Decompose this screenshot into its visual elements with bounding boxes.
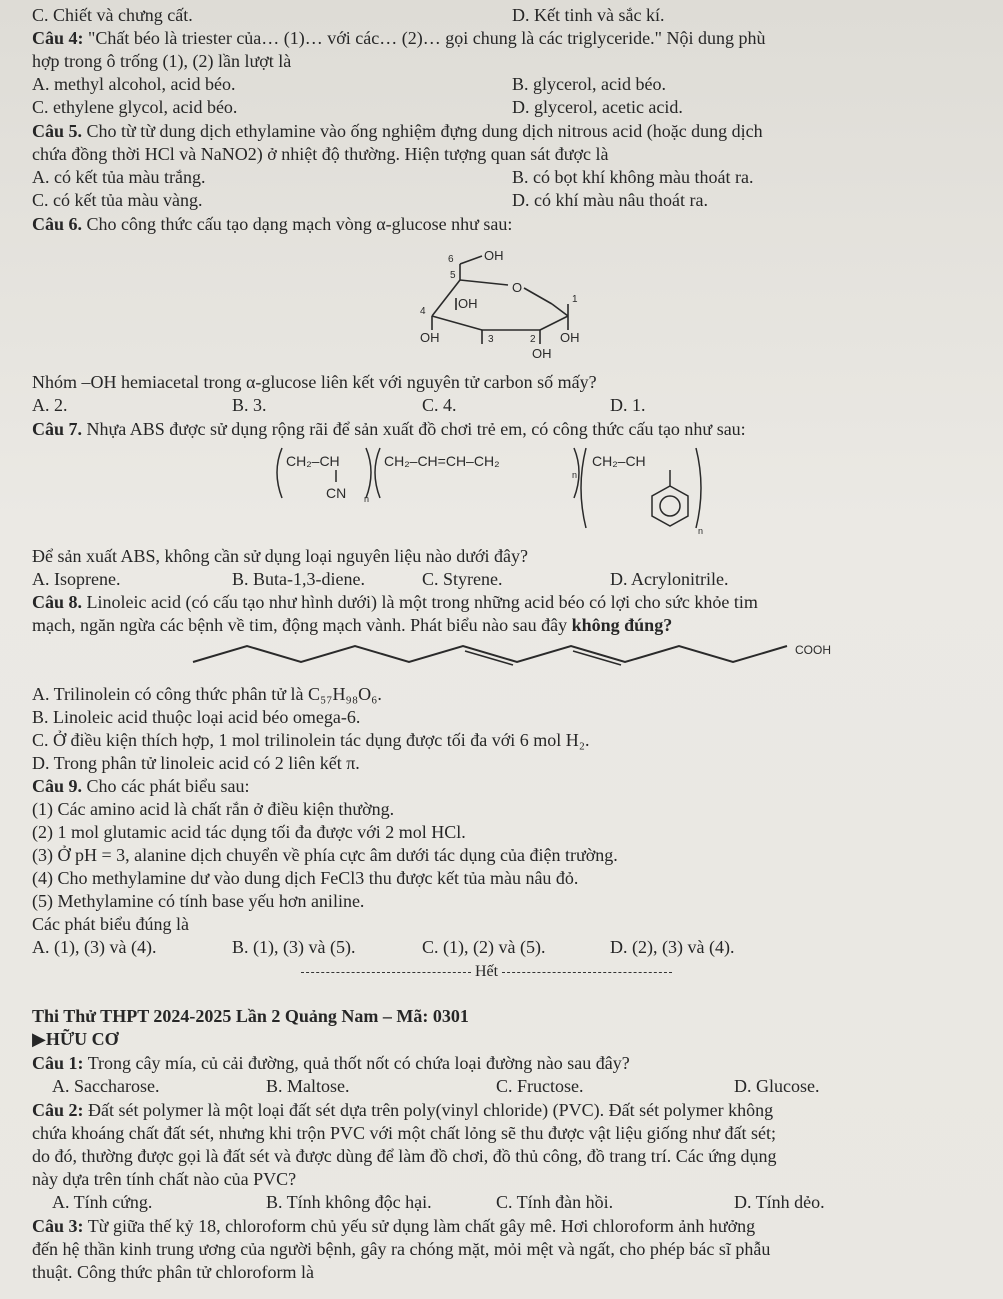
s2-q1-option-a[interactable]: A. Saccharose. (52, 1076, 160, 1096)
s2-q1-option-d[interactable]: D. Glucose. (734, 1076, 820, 1096)
s2-q3-line1 (32, 1215, 755, 1237)
s2-q1-line1 (32, 1052, 630, 1074)
glucose-oh-right: OH (560, 330, 580, 345)
glucose-oh-mid: OH (458, 296, 478, 311)
q8-text2-end: đúng? (619, 615, 673, 635)
s2-q2-option-b[interactable]: B. Tính không độc hại. (266, 1192, 432, 1212)
q6-option-d[interactable]: D. 1. (610, 395, 646, 415)
s2-q2-option-d[interactable]: D. Tính dẻo. (734, 1192, 825, 1212)
s2-q2-line4: này dựa trên tính chất nào của PVC? (32, 1169, 297, 1189)
q4-line2: hợp trong ô trống (1), (2) lần lượt là (32, 51, 292, 71)
section2-title: Thi Thử THPT 2024-2025 Lần 2 Quảng Nam – Mã: 0301 (32, 1006, 469, 1026)
q6-question: Nhóm –OH hemiacetal trong α-glucose liên kết với nguyên tử carbon số mấy? (32, 372, 597, 392)
q9-ask: Các phát biểu đúng là (32, 914, 189, 934)
abs-n1: n (364, 494, 370, 504)
q4-option-d[interactable]: D. glycerol, acetic acid. (512, 97, 683, 117)
q8-line2 (32, 614, 672, 636)
q8-text2: mạch, ngăn ngừa các bệnh về tim, động mạch vành. Phát biểu nào sau đây (32, 615, 572, 635)
q5-option-b[interactable]: B. có bọt khí không màu thoát ra. (512, 167, 754, 187)
q5-option-d[interactable]: D. có khí màu nâu thoát ra. (512, 190, 708, 210)
s2-q2-option-a[interactable]: A. Tính cứng. (52, 1192, 153, 1212)
q8-option-d[interactable]: D. Trong phân tử linoleic acid có 2 liên kết π. (32, 753, 360, 773)
q6-option-b[interactable]: B. 3. (232, 395, 267, 415)
separator-right-dash (502, 972, 672, 973)
q9-label: Câu 9. (32, 776, 83, 796)
s2-q3-line3: thuật. Công thức phân tử chloroform là (32, 1262, 314, 1282)
q8-option-b[interactable]: B. Linoleic acid thuộc loại acid béo omega-6. (32, 707, 361, 727)
abs-unit2: CH₂–CH=CH–CH₂ (384, 453, 500, 469)
q6-option-a[interactable]: A. 2. (32, 395, 68, 415)
q9-option-a[interactable]: A. (1), (3) và (4). (32, 937, 157, 957)
glucose-oh-left: OH (420, 330, 440, 345)
separator-left-dash (301, 972, 471, 973)
q9-statement-2: (2) 1 mol glutamic acid tác dụng tối đa được với 2 mol HCl. (32, 822, 466, 842)
q9-text1: Cho các phát biểu sau: (82, 776, 250, 796)
q7-option-b[interactable]: B. Buta-1,3-diene. (232, 569, 365, 589)
q5-line2: chứa đồng thời HCl và NaNO2) ở nhiệt độ thường. Hiện tượng quan sát được là (32, 144, 609, 164)
glucose-c1-number: 1 (572, 294, 578, 305)
q9-statement-4: (4) Cho methylamine dư vào dung dịch FeCl3 thu được kết tủa màu nâu đỏ. (32, 868, 579, 888)
q9-statement-3: (3) Ở pH = 3, alanine dịch chuyển về phía cực âm dưới tác dụng của điện trường. (32, 845, 618, 865)
q5-option-a[interactable]: A. có kết tủa màu trắng. (32, 167, 206, 187)
q7-label: Câu 7. (32, 419, 83, 439)
q5-line1 (32, 120, 763, 142)
abs-cn-group: CN (326, 485, 347, 501)
s2-q2-line3: do đó, thường được gọi là đất sét và được dùng để làm đồ chơi, đồ thủ công, đồ trang trí. Các ứng dụng (32, 1146, 777, 1166)
q9-line1 (32, 775, 249, 797)
q7-question: Để sản xuất ABS, không cần sử dụng loại nguyên liệu nào dưới đây? (32, 546, 528, 566)
abs-n2: n (572, 470, 578, 480)
end-label: Hết (474, 963, 499, 980)
glucose-c3-number: 3 (488, 334, 494, 345)
abs-unit1: CH₂–CH (286, 453, 340, 469)
glucose-c5-number: 5 (450, 270, 456, 281)
s2-q3-line2: đến hệ thần kinh trung ương của người bệnh, gây ra chóng mặt, mỏi mệt và ngất, cho phép bác sĩ phẫu (32, 1239, 771, 1259)
section2-heading: ▶HỮU CƠ (32, 1029, 119, 1049)
s2-q2-line2: chứa khoáng chất đất sét, nhưng khi trộn PVC với một chất lỏng sẽ thu được vật liệu giống như đất sét; (32, 1123, 776, 1143)
linoleic-cooh: COOH (795, 643, 831, 657)
q8-label: Câu 8. (32, 592, 83, 612)
q9-option-b[interactable]: B. (1), (3) và (5). (232, 937, 356, 957)
q8-option-c[interactable]: C. Ở điều kiện thích hợp, 1 mol trilinolein tác dụng được tối đa với 6 mol H₂. (32, 730, 590, 750)
glucose-c6-number: 6 (448, 254, 454, 265)
q7-option-d[interactable]: D. Acrylonitrile. (610, 569, 729, 589)
q5-option-c[interactable]: C. có kết tủa màu vàng. (32, 190, 203, 210)
q7-option-a[interactable]: A. Isoprene. (32, 569, 121, 589)
q4-option-c[interactable]: C. ethylene glycol, acid béo. (32, 97, 238, 117)
glucose-ring-structure (390, 238, 610, 368)
q6-option-c[interactable]: C. 4. (422, 395, 457, 415)
glucose-oh-bottom: OH (532, 346, 552, 361)
abs-unit3: CH₂–CH (592, 453, 646, 469)
q8-line1 (32, 591, 758, 613)
glucose-oh-top: OH (484, 248, 504, 263)
q7-option-c[interactable]: C. Styrene. (422, 569, 503, 589)
glucose-ring-oxygen: O (512, 280, 523, 295)
s2-q1-option-c[interactable]: C. Fructose. (496, 1076, 584, 1096)
q6-label: Câu 6. (32, 214, 83, 234)
s2-q1-option-b[interactable]: B. Maltose. (266, 1076, 350, 1096)
q9-statement-5: (5) Methylamine có tính base yếu hơn aniline. (32, 891, 365, 911)
top-option-d: D. Kết tinh và sắc kí. (512, 5, 665, 25)
s2-q2-label: Câu 2: (32, 1100, 84, 1120)
q8-text1: Linoleic acid (có cấu tạo như hình dưới) là một trong những acid béo có lợi cho sức khỏe tim (82, 592, 758, 612)
q4-option-b[interactable]: B. glycerol, acid béo. (512, 74, 666, 94)
s2-q2-option-c[interactable]: C. Tính đàn hồi. (496, 1192, 614, 1212)
s2-q2-text1: Đất sét polymer là một loại đất sét dựa trên poly(vinyl chloride) (PVC). Đất sét polymer không (83, 1100, 774, 1120)
glucose-c4-number: 4 (420, 306, 426, 317)
top-option-c: C. Chiết và chưng cất. (32, 5, 193, 25)
s2-q1-label: Câu 1: (32, 1053, 84, 1073)
q4-line1 (32, 27, 766, 49)
s2-q2-line1 (32, 1099, 773, 1121)
q5-label: Câu 5. (32, 121, 83, 141)
linoleic-acid-skeleton (185, 636, 885, 676)
s2-q1-text1: Trong cây mía, củ cải đường, quả thốt nốt có chứa loại đường nào sau đây? (83, 1053, 630, 1073)
q5-text1: Cho từ từ dung dịch ethylamine vào ống nghiệm đựng dung dịch nitrous acid (hoặc dung dịch (82, 121, 763, 141)
q6-line1 (32, 213, 512, 235)
s2-q3-label: Câu 3: (32, 1216, 84, 1236)
q8-text2-bold: không (571, 615, 620, 635)
abs-formula (268, 440, 728, 540)
abs-n3: n (698, 526, 704, 536)
q8-option-a[interactable]: A. Trilinolein có công thức phân tử là C₅₇H₉₈O₆. (32, 684, 382, 704)
q9-option-c[interactable]: C. (1), (2) và (5). (422, 937, 546, 957)
q4-option-a[interactable]: A. methyl alcohol, acid béo. (32, 74, 236, 94)
q9-option-d[interactable]: D. (2), (3) và (4). (610, 937, 735, 957)
q7-line1 (32, 418, 746, 440)
q9-statement-1: (1) Các amino acid là chất rắn ở điều kiện thường. (32, 799, 395, 819)
end-separator (284, 963, 689, 981)
q6-text1: Cho công thức cấu tạo dạng mạch vòng α-glucose như sau: (82, 214, 513, 234)
s2-q3-text1: Từ giữa thế kỷ 18, chloroform chủ yếu sử dụng làm chất gây mê. Hơi chloroform ảnh hưởng (83, 1216, 756, 1236)
q4-label: Câu 4: (32, 28, 84, 48)
q4-text1: "Chất béo là triester của… (1)… với các… (2)… gọi chung là các triglyceride." Nội dung phù (83, 28, 766, 48)
glucose-c2-number: 2 (530, 334, 536, 345)
q7-text1: Nhựa ABS được sử dụng rộng rãi để sản xuất đồ chơi trẻ em, có công thức cấu tạo như sau: (82, 419, 746, 439)
